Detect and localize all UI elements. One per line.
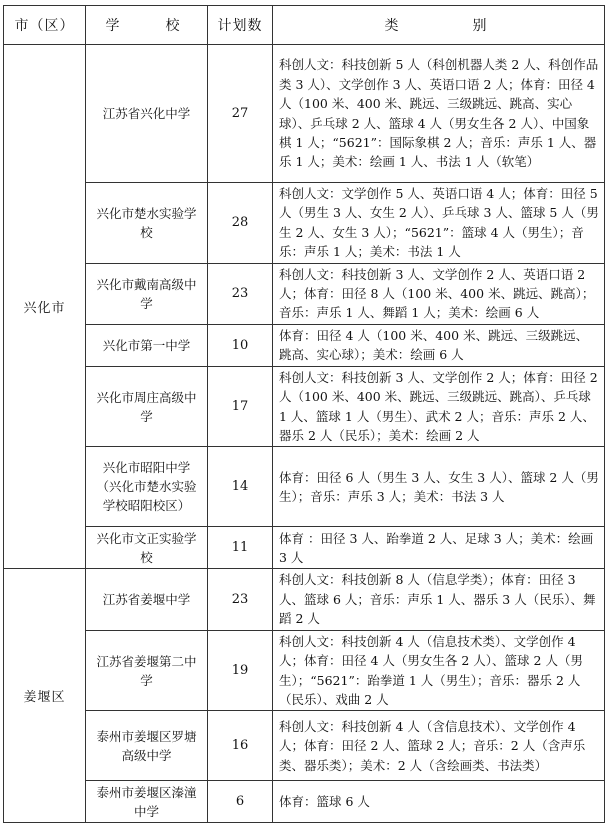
plan-count: 14 — [208, 447, 273, 527]
header-row — [4, 6, 605, 45]
category-text: 科创人文：文学创作 5 人、英语口语 4 人；体育：田径 5 人（男生 3 人、女生 2 人）、乒乓球 3 人、篮球 5 人（男生 2 人、女生 3 人）；“5621”：篮球 4 人（男生）；音乐：声乐 1 人；美术：书法 1 人 — [273, 183, 605, 264]
category-text: 科创人文：科技创新 4 人（含信息技术）、文学创作 4 人；体育：田径 2 人、篮球 2 人；音乐：2 人（含声乐类、器乐类）；美术：2 人（含绘画类、书法类） — [273, 711, 605, 781]
enrollment-table — [3, 5, 605, 823]
plan-count: 23 — [208, 569, 273, 630]
category-text: 科创人文：科技创新 4 人（信息技术类）、文学创作 4 人；体育：田径 4 人（男女生各 2 人）、篮球 2 人（男生）；“5621”：跆拳道 1 人（男生）；音乐：器乐 2 人（民乐）、戏曲 2 人 — [273, 630, 605, 711]
table-row — [4, 263, 605, 324]
city-cell: 兴化市 — [4, 45, 86, 569]
table-row — [4, 447, 605, 527]
header-plan: 计划数 — [208, 6, 273, 45]
school-name: 泰州市姜堰区罗塘高级中学 — [86, 711, 208, 781]
table-row — [4, 366, 605, 447]
category-text: 科创人文：科技创新 3 人、文学创作 2 人、英语口语 2 人；体育：田径 8 人（100 米、400 米、跳远、跳高）；音乐：声乐 1 人、舞蹈 1 人；美术：绘画 6 人 — [273, 263, 605, 324]
school-name: 江苏省姜堰第二中学 — [86, 630, 208, 711]
table-row — [4, 324, 605, 366]
table-row — [4, 569, 605, 630]
plan-count: 19 — [208, 630, 273, 711]
plan-count: 10 — [208, 324, 273, 366]
school-name: 兴化市楚水实验学校 — [86, 183, 208, 264]
category-text: 体育：田径 4 人（100 米、400 米、跳远、三级跳远、跳高、实心球）；美术：绘画 6 人 — [273, 324, 605, 366]
category-text: 科创人文：科技创新 8 人（信息学类）；体育：田径 3 人、篮球 6 人；音乐：声乐 1 人、器乐 3 人（民乐）、舞蹈 2 人 — [273, 569, 605, 630]
table-row — [4, 781, 605, 823]
table-row — [4, 527, 605, 569]
plan-count: 6 — [208, 781, 273, 823]
school-name: 兴化市文正实验学校 — [86, 527, 208, 569]
school-name: 兴化市昭阳中学（兴化市楚水实验学校昭阳校区） — [86, 447, 208, 527]
table-row — [4, 183, 605, 264]
category-text: 体育：田径 6 人（男生 3 人、女生 3 人）、篮球 2 人（男生）；音乐：声乐 3 人；美术：书法 3 人 — [273, 447, 605, 527]
category-text: 科创人文：科技创新 3 人、文学创作 2 人；体育：田径 2 人（100 米、400 米、跳远、三级跳远、跳高）、乒乓球 1 人、篮球 1 人（男生）、武术 2 人；音乐：声乐 2 人、器乐 2 人（民乐）；美术：绘画 2 人 — [273, 366, 605, 447]
plan-count: 28 — [208, 183, 273, 264]
category-text: 体育：篮球 6 人 — [273, 781, 605, 823]
table-row — [4, 630, 605, 711]
school-name: 江苏省姜堰中学 — [86, 569, 208, 630]
header-school: 学 校 — [86, 6, 208, 45]
school-name: 兴化市周庄高级中学 — [86, 366, 208, 447]
table-row — [4, 711, 605, 781]
category-text: 科创人文：科技创新 5 人（科创机器人类 2 人、科创作品类 3 人）、文学创作 3 人、英语口语 2 人；体育：田径 4 人（100 米、400 米、跳远、三级跳远、跳高、实心球）、乒乓球 2 人、篮球 4 人（男女生各 2 人）、中国象棋 1 人；“5621”：国际象棋 2 人；音乐：声乐 1 人、器乐 1 人；美术：绘画 1 人、书法 1 人（软笔） — [273, 45, 605, 183]
table-row — [4, 45, 605, 183]
plan-count: 27 — [208, 45, 273, 183]
school-name: 泰州市姜堰区溱潼中学 — [86, 781, 208, 823]
plan-count: 11 — [208, 527, 273, 569]
category-text: 体育 ：田径 3 人、跆拳道 2 人、足球 3 人；美术：绘画 3 人 — [273, 527, 605, 569]
plan-count: 23 — [208, 263, 273, 324]
header-city: 市（区） — [4, 6, 86, 45]
plan-count: 16 — [208, 711, 273, 781]
school-name: 兴化市戴南高级中学 — [86, 263, 208, 324]
city-cell: 姜堰区 — [4, 569, 86, 823]
plan-count: 17 — [208, 366, 273, 447]
header-category: 类 别 — [273, 6, 605, 45]
school-name: 兴化市第一中学 — [86, 324, 208, 366]
school-name: 江苏省兴化中学 — [86, 45, 208, 183]
